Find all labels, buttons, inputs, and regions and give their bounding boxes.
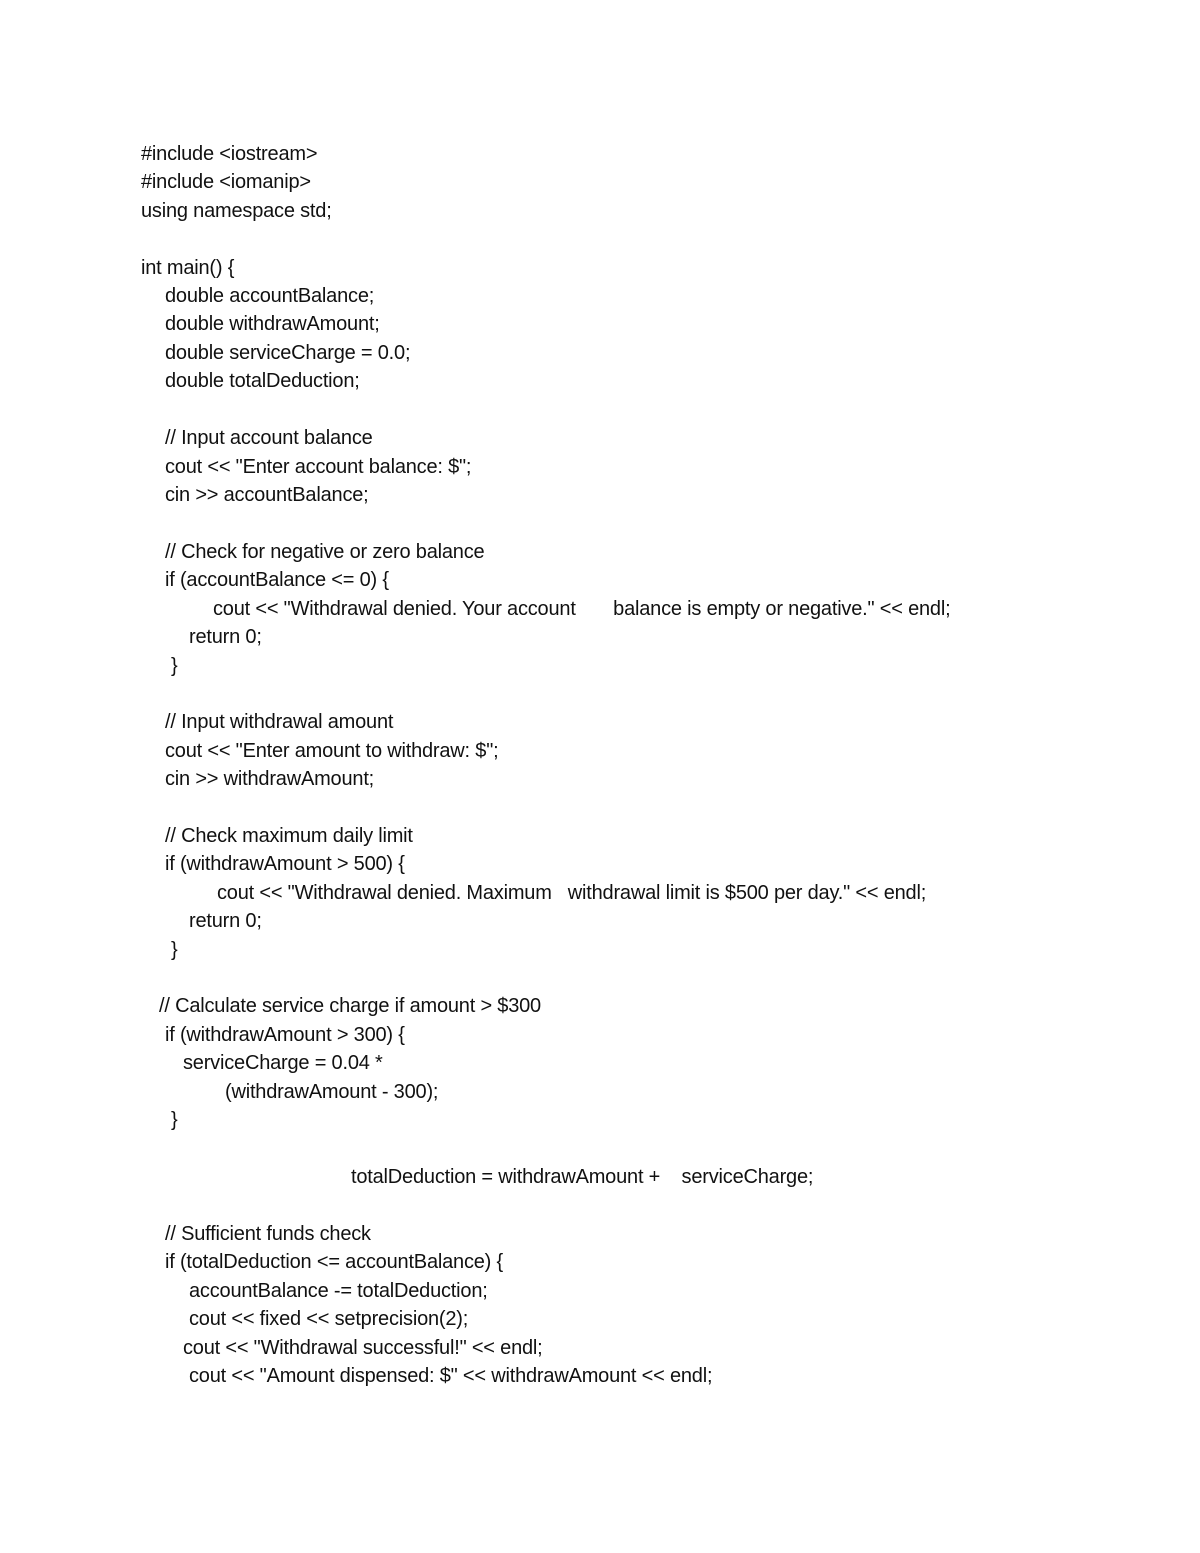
code-line: cout << "Withdrawal denied. Your account balance is empty or negative." << endl; xyxy=(213,598,951,620)
code-line: cin >> accountBalance; xyxy=(165,484,369,506)
code-line: // Input account balance xyxy=(165,427,373,449)
code-line: if (accountBalance <= 0) { xyxy=(165,569,389,591)
code-line: cout << fixed << setprecision(2); xyxy=(189,1308,469,1330)
code-line: } xyxy=(171,1109,178,1131)
code-line: if (withdrawAmount > 500) { xyxy=(165,853,405,875)
code-line: if (withdrawAmount > 300) { xyxy=(165,1024,405,1046)
code-line: double accountBalance; xyxy=(165,285,375,307)
code-line: int main() { xyxy=(141,257,235,279)
code-line: cout << "Enter amount to withdraw: $"; xyxy=(165,740,499,762)
code-line: cout << "Withdrawal successful!" << endl; xyxy=(183,1337,543,1359)
code-line: } xyxy=(171,655,178,677)
code-line: accountBalance -= totalDeduction; xyxy=(189,1280,488,1302)
code-line: // Check for negative or zero balance xyxy=(165,541,485,563)
code-line: // Check maximum daily limit xyxy=(165,825,413,847)
code-line: double serviceCharge = 0.0; xyxy=(165,342,411,364)
code-line: #include <iomanip> xyxy=(141,171,311,193)
code-line: #include <iostream> xyxy=(141,143,318,165)
code-line: // Sufficient funds check xyxy=(165,1223,371,1245)
code-line: // Calculate service charge if amount > $300 xyxy=(159,995,541,1017)
code-line: using namespace std; xyxy=(141,200,332,222)
code-line: cout << "Withdrawal denied. Maximum withdrawal limit is $500 per day." << endl; xyxy=(217,882,927,904)
code-line: // Input withdrawal amount xyxy=(165,711,394,733)
code-line: cout << "Amount dispensed: $" << withdrawAmount << endl; xyxy=(189,1365,713,1387)
code-line: return 0; xyxy=(189,910,262,932)
code-line: } xyxy=(171,939,178,961)
code-line: (withdrawAmount - 300); xyxy=(225,1081,439,1103)
code-line: cin >> withdrawAmount; xyxy=(165,768,375,790)
code-line: if (totalDeduction <= accountBalance) { xyxy=(165,1251,503,1273)
code-line: double withdrawAmount; xyxy=(165,313,380,335)
code-line: double totalDeduction; xyxy=(165,370,360,392)
code-line: return 0; xyxy=(189,626,262,648)
code-line: totalDeduction = withdrawAmount + serviceCharge; xyxy=(351,1166,814,1188)
code-line: cout << "Enter account balance: $"; xyxy=(165,456,472,478)
code-line: serviceCharge = 0.04 * xyxy=(183,1052,383,1074)
